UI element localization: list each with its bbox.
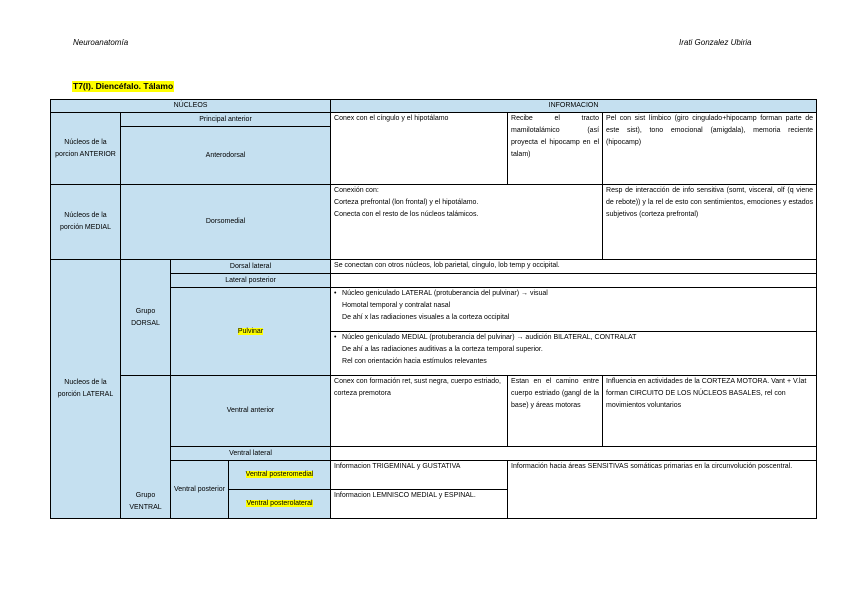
- document-title: T7(I). Diencéfalo. Tálamo: [73, 81, 174, 91]
- pulvinar-bullet: • Núcleo geniculado MEDIAL (protuberancia del pulvinar) → audición BILATERAL, CONTRALAT: [342, 332, 813, 344]
- medial-info-line: Corteza prefrontal (lon frontal) y el hipotálamo.: [334, 199, 479, 206]
- grupo-dorsal: Grupo DORSAL: [121, 260, 171, 376]
- anterodorsal: Anterodorsal: [121, 127, 331, 185]
- thalamus-table: [50, 99, 817, 519]
- vpm-cell: [229, 461, 331, 490]
- vpm-info: Informacion TRIGEMINAL y GUSTATIVA: [331, 461, 508, 490]
- vp-info: Información hacia áreas SENSITIVAS somáticas primarias en la circunvolución poscentral.: [508, 461, 817, 519]
- pulvinar-bullet: • Núcleo geniculado LATERAL (protuberancia del pulvinar) → visual: [342, 288, 813, 300]
- va-info-2: Estan en el camino entre cuerpo estriado (gangl de la base) y áreas motoras: [508, 376, 603, 447]
- medial-info-line: Conecta con el resto de los núcleos talámicos.: [334, 211, 479, 218]
- pulvinar-line: De ahí x las radiaciones visuales a la corteza occipital: [342, 314, 510, 321]
- pulvinar-line: Homotal temporal y contralat nasal: [342, 302, 451, 309]
- pulvinar-cell: [171, 288, 331, 376]
- header-left: Neuroanatomía: [73, 38, 129, 47]
- medial-info-1: [331, 185, 603, 260]
- anterior-info-2: Recibe el tracto mamilotalámico (así proyecta el hipocamp en el talam): [508, 113, 603, 185]
- ventral-lateral-info: [331, 447, 817, 461]
- va-info-3: Influencia en actividades de la CORTEZA MOTORA. Vant + V.lat forman CIRCUITO DE LOS NÚCLEOS BASALES, rel con movimientos voluntarios: [603, 376, 817, 447]
- pulvinar-line: Rel con orientación hacia estímulos relevantes: [342, 358, 487, 365]
- header-informacion: INFORMACION: [331, 100, 817, 113]
- grupo-ventral: Grupo VENTRAL: [121, 376, 171, 519]
- principal-anterior: Principal anterior: [121, 113, 331, 127]
- medial-info-line: Conexión con:: [334, 187, 379, 194]
- pulvinar-info-lateral: [331, 288, 817, 332]
- anterior-info-3: Pel con sist límbico (giro cingulado+hipocamp forman parte de este sist), tono emocional (amigdala), memoria reciente (hipocamp): [603, 113, 817, 185]
- dorsal-lateral: Dorsal lateral: [171, 260, 331, 274]
- vpl-cell: [229, 490, 331, 519]
- va-info-1: Conex con formación ret, sust negra, cuerpo estriado, corteza premotora: [331, 376, 508, 447]
- anterior-info-1: Conex con el cíngulo y el hipotálamo: [331, 113, 508, 185]
- pulvinar-line: De ahí a las radiaciones auditivas a la corteza temporal superior.: [342, 346, 543, 353]
- anterior-label: Núcleos de la porcion ANTERIOR: [51, 113, 121, 185]
- pulvinar: Pulvinar: [237, 327, 264, 335]
- medial-label: Núcleos de la porción MEDIAL: [51, 185, 121, 260]
- ventral-posterolateral: Ventral posterolateral: [246, 500, 313, 507]
- vpl-info: Informacion LEMNISCO MEDIAL y ESPINAL.: [331, 490, 508, 519]
- lateral-posterior-info: [331, 274, 817, 288]
- ventral-lateral: Ventral lateral: [171, 447, 331, 461]
- header-nucleos: NÚCLEOS: [51, 100, 331, 113]
- ventral-posteromedial: Ventral posteromedial: [245, 471, 314, 478]
- dorsal-lateral-info: Se conectan con otros núcleos, lob parietal, cíngulo, lob temp y occipital.: [331, 260, 817, 274]
- pulvinar-info-medial: [331, 332, 817, 376]
- medial-info-2: Resp de interacción de info sensitiva (somt, visceral, olf (q viene de rebote)) y la rel de esto con sentimientos, emociones y estados subjetivos (corteza prefrontal): [603, 185, 817, 260]
- dorsomedial: Dorsomedial: [121, 185, 331, 260]
- header-right: Irati Gonzalez Ubiria: [679, 38, 752, 47]
- lateral-posterior: Lateral posterior: [171, 274, 331, 288]
- ventral-posterior: Ventral posterior: [171, 461, 229, 519]
- ventral-anterior: Ventral anterior: [171, 376, 331, 447]
- lateral-label: Nucleos de la porción LATERAL: [51, 260, 121, 519]
